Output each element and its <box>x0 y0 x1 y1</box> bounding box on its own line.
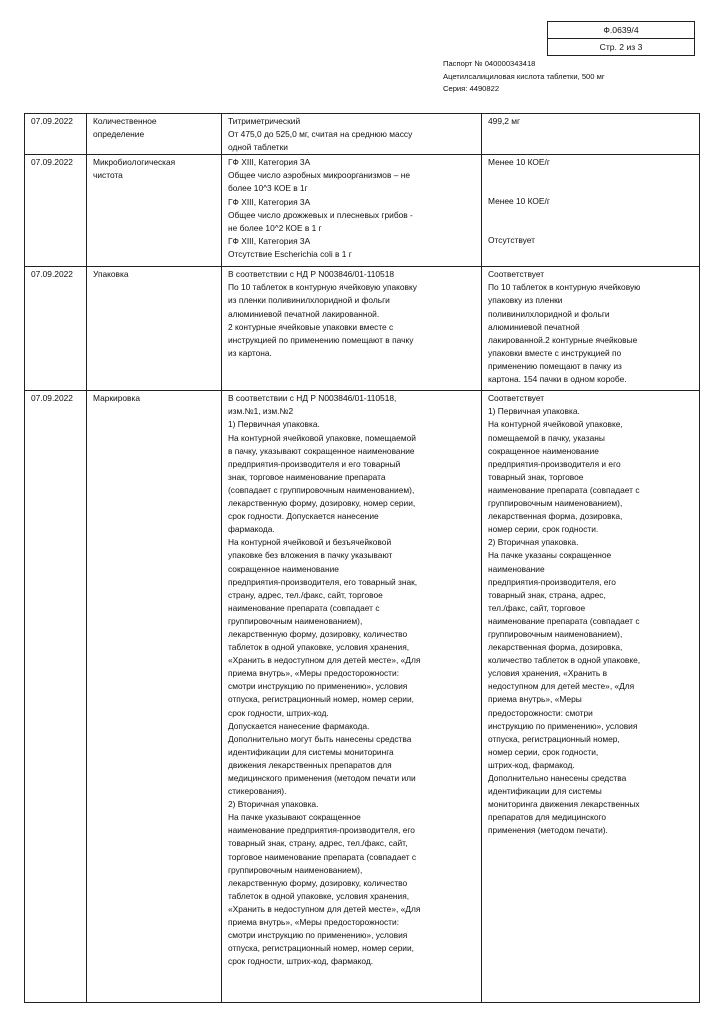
row-date: 07.09.2022 <box>25 267 87 391</box>
form-code-box <box>547 21 695 56</box>
table-row <box>25 267 700 391</box>
result-ecoli: Отсутствует <box>488 235 535 246</box>
test-result: Соответствует 1) Первичная упаковка. На контурной ячейковой упаковке, помещаемой в пачку, указаны сокращенное наименование предприятия-производителя и его товарный знак, торговое наименование препарата (совпадает с группировочным наименованием), лекарственная форма, дозировка, номер серии, срок годности. 2) Вторичная упаковка. На пачке указаны сокращенное наименование предприятия-производителя, его товарный знак, страна, адрес, тел./факс, сайт, торговое наименование препарата (совпадает с группировочным наименованием), лекарственная форма, дозировка, количество таблеток в одной упаковке, условия хранения, «Хранить в недоступном для детей месте», «Для приема внутрь», «Меры предосторожности: смотри инструкцию по применению», условия отпуска, регистрационный номер, номер серии, срок годности, штрих-код, фармакод. Дополнительно нанесены средства идентификации для системы мониторинга движения лекарственных препаратов для медицинского применения (методом печати). <box>482 391 700 1003</box>
row-date: 07.09.2022 <box>25 114 87 155</box>
test-results-table <box>24 113 700 1003</box>
result-aerobic: Менее 10 КОЕ/г <box>488 157 550 168</box>
test-result: Соответствует По 10 таблеток в контурную ячейковую упаковку из пленки поливинилхлоридной и фольги алюминиевой печатной лакированной.2 контурные ячейковые упаковки вместе с инструкцией по применению помещают в пачку из картона. 154 пачки в одном коробе. <box>482 267 700 391</box>
series-number: Серия: 4490822 <box>443 84 500 93</box>
test-norm: Титриметрический От 475,0 до 525,0 мг, считая на среднюю массу одной таблетки <box>222 114 482 155</box>
passport-header <box>443 58 605 96</box>
test-norm: В соответствии с НД Р N003846/01-110518, изм.№1, изм.№2 1) Первичная упаковка. На контурной ячейковой упаковке, помещаемой в пачку, указывают сокращенное наименование предприятия-производителя и его товарный знак, торговое наименование препарата (совпадает с группировочным наименованием), лекарственную форму, дозировку, номер серии, срок годности. Допускается нанесение фармакода. На контурной ячейковой и безъячейковой упаковке без вложения в пачку указывают сокращенное наименование предприятия-производителя, его товарный знак, страну, адрес, тел./факс, сайт, торговое наименование препарата (совпадает с группировочным наименованием), лекарственную форму, дозировку, количество таблеток в одной упаковке, условия хранения, «Хранить в недоступном для детей месте», «Для приема внутрь», «Меры предосторожности: смотри инструкцию по применению», условия отпуска, регистрационный номер, номер серии, срок годности, штрих-код. Допускается нанесение фармакода. Дополнительно могут быть нанесены средства идентификации для системы мониторинга движения лекарственных препаратов для медицинского применения (методом печати или стикерования). 2) Вторичная упаковка. На пачке указывают сокращенное наименование предприятия-производителя, его товарный знак, страну, адрес, тел./факс, сайт, торговое наименование препарата (совпадает с группировочным наименованием), лекарственную форму, дозировку, количество таблеток в одной упаковке, условия хранения, «Хранить в недоступном для детей месте», «Для приема внутрь», «Меры предосторожности: смотри инструкцию по применению», условия отпуска, регистрационный номер, номер серии, срок годности, штрих-код, фармакод. <box>222 391 482 1003</box>
passport-number: Паспорт № 040000343418 <box>443 59 536 68</box>
page-number: Стр. 2 из 3 <box>548 38 694 55</box>
test-name: Количественное определение <box>87 114 222 155</box>
test-name: Упаковка <box>87 267 222 391</box>
test-name: Микробиологическая чистота <box>87 155 222 267</box>
table-row <box>25 391 700 1003</box>
table-row <box>25 155 700 267</box>
row-date: 07.09.2022 <box>25 391 87 1003</box>
test-result <box>482 155 700 267</box>
test-name: Маркировка <box>87 391 222 1003</box>
test-norm: ГФ XIII, Категория 3А Общее число аэробных микроорганизмов – не более 10^3 КОЕ в 1г ГФ XIII, Категория 3А Общее число дрожжевых и плесневых грибов - не более 10^2 КОЕ в 1 г ГФ XIII, Категория 3А Отсутствие Escherichia coli в 1 г <box>222 155 482 267</box>
test-result: 499,2 мг <box>482 114 700 155</box>
test-norm: В соответствии с НД Р N003846/01-110518 По 10 таблеток в контурную ячейковую упаковку из пленки поливинилхлоридной и фольги алюминиевой печатной лакированной. 2 контурные ячейковые упаковки вместе с инструкцией по применению помещают в пачку из картона. <box>222 267 482 391</box>
product-name: Ацетилсалициловая кислота таблетки, 500 мг <box>443 71 605 81</box>
table-row <box>25 114 700 155</box>
form-code: Ф.0639/4 <box>603 25 639 35</box>
result-yeast: Менее 10 КОЕ/г <box>488 196 550 207</box>
row-date: 07.09.2022 <box>25 155 87 267</box>
